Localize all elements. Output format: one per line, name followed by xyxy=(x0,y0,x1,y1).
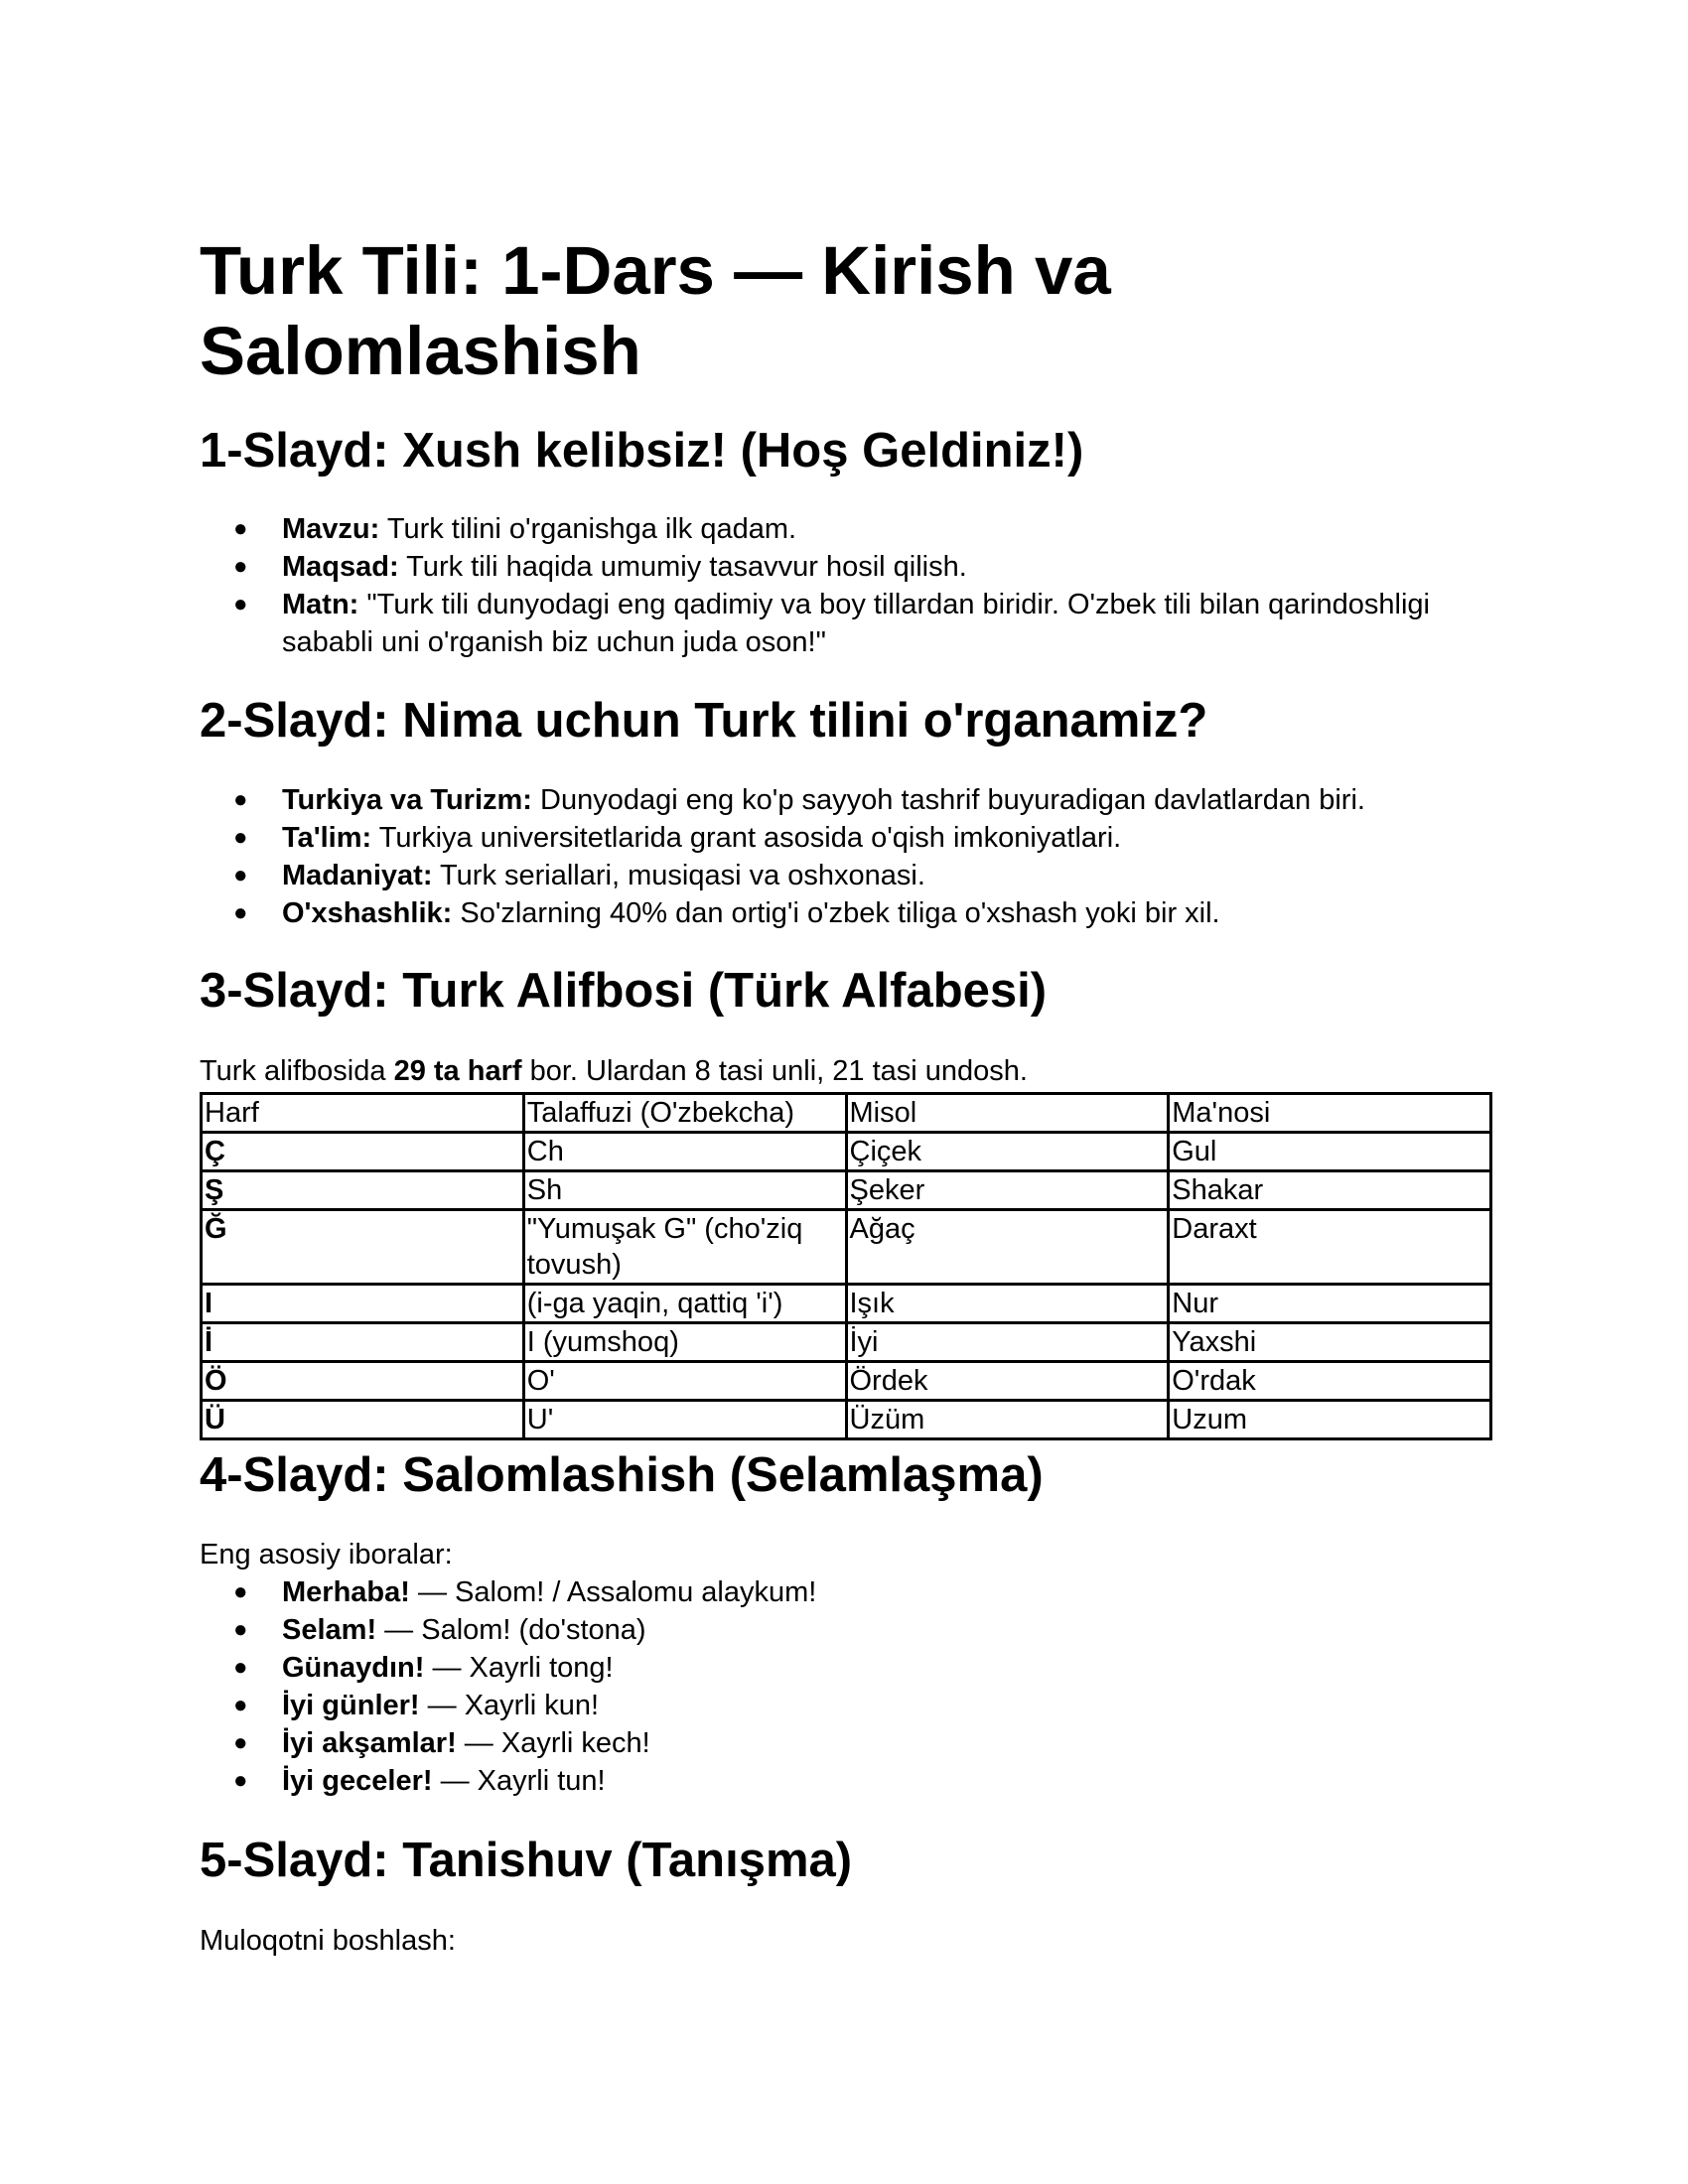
list-item xyxy=(200,1611,1434,1649)
bullet-icon: ● xyxy=(233,591,248,617)
item-text: — Xayrli tong! xyxy=(424,1652,614,1684)
list-item xyxy=(200,1573,1434,1611)
table-cell: (i-ga yaqin, qattiq 'i') xyxy=(523,1285,846,1323)
table-cell: U' xyxy=(523,1401,846,1439)
alphabet-intro xyxy=(200,1052,1028,1090)
item-text: — Xayrli kech! xyxy=(456,1727,650,1759)
column-header: Talaffuzi (O'zbekcha) xyxy=(523,1094,846,1133)
item-text: Turk tilini o'rganishga ilk qadam. xyxy=(379,513,797,545)
section-5-heading: 5-Slayd: Tanishuv (Tanışma) xyxy=(200,1834,853,1887)
bullet-icon: ● xyxy=(233,1616,248,1643)
table-cell: Ağaç xyxy=(846,1210,1169,1285)
table-row xyxy=(202,1171,1491,1210)
item-text: Turk tili haqida umumiy tasavvur hosil qilish. xyxy=(398,551,967,583)
item-text: "Turk tili dunyodagi eng qadimiy va boy tillardan biridir. O'zbek tili bilan qarindoshligi sababli uni o'rganish biz uchun juda oson!" xyxy=(282,589,1430,658)
section-4-intro: Eng asosiy iboralar: xyxy=(200,1539,453,1570)
section-2-heading: 2-Slayd: Nima uchun Turk tilini o'rganamiz? xyxy=(200,694,1208,748)
item-text: — Xayrli kun! xyxy=(419,1690,600,1721)
item-label: Günaydın! xyxy=(282,1652,425,1684)
table-cell: I xyxy=(202,1285,524,1323)
document-title: Turk Tili: 1-Dars — Kirish va Salomlashish xyxy=(200,232,1111,389)
item-label: Ta'lim: xyxy=(282,822,372,854)
table-row xyxy=(202,1362,1491,1401)
table-cell: Ördek xyxy=(846,1362,1169,1401)
item-text: Dunyodagi eng ko'p sayyoh tashrif buyuradigan davlatlardan biri. xyxy=(531,784,1365,816)
table-cell: Üzüm xyxy=(846,1401,1169,1439)
item-text: Turk seriallari, musiqasi va oshxonasi. xyxy=(432,860,925,891)
table-cell: İyi xyxy=(846,1323,1169,1362)
item-label: İyi geceler! xyxy=(282,1765,433,1797)
item-label: İyi akşamlar! xyxy=(282,1727,457,1759)
section-3-heading: 3-Slayd: Turk Alifbosi (Türk Alfabesi) xyxy=(200,964,1048,1018)
item-text: — Xayrli tun! xyxy=(432,1765,606,1797)
section-4-heading: 4-Slayd: Salomlashish (Selamlaşma) xyxy=(200,1448,1044,1502)
list-item xyxy=(200,857,1434,894)
table-cell: Çiçek xyxy=(846,1133,1169,1171)
list-item xyxy=(200,781,1434,819)
table-cell: Ö xyxy=(202,1362,524,1401)
section-1-list xyxy=(200,510,1434,661)
list-item xyxy=(200,1762,1434,1800)
intro-highlight: 29 ta harf xyxy=(393,1055,522,1087)
section-5-intro: Muloqotni boshlash: xyxy=(200,1925,456,1957)
item-label: Matn: xyxy=(282,589,359,620)
table-row xyxy=(202,1285,1491,1323)
section-1-heading: 1-Slayd: Xush kelibsiz! (Hoş Geldiniz!) xyxy=(200,424,1084,478)
table-cell: I (yumshoq) xyxy=(523,1323,846,1362)
table-row xyxy=(202,1210,1491,1285)
intro-text: Turk alifbosida xyxy=(200,1055,394,1087)
item-text: — Salom! / Assalomu alaykum! xyxy=(409,1576,817,1608)
table-cell: Sh xyxy=(523,1171,846,1210)
bullet-icon: ● xyxy=(233,786,248,813)
bullet-icon: ● xyxy=(233,899,248,926)
bullet-icon: ● xyxy=(233,553,248,580)
table-row xyxy=(202,1133,1491,1171)
item-label: Turkiya va Turizm: xyxy=(282,784,532,816)
bullet-icon: ● xyxy=(233,1578,248,1605)
table-cell: Ç xyxy=(202,1133,524,1171)
table-row xyxy=(202,1401,1491,1439)
item-text: So'zlarning 40% dan ortig'i o'zbek tiliga o'xshash yoki bir xil. xyxy=(452,897,1220,929)
list-item xyxy=(200,510,1434,548)
table-cell: O'rdak xyxy=(1169,1362,1491,1401)
item-label: Madaniyat: xyxy=(282,860,433,891)
item-label: Selam! xyxy=(282,1614,377,1646)
item-label: Mavzu: xyxy=(282,513,380,545)
table-cell: Daraxt xyxy=(1169,1210,1491,1285)
item-label: Maqsad: xyxy=(282,551,399,583)
table-cell: Uzum xyxy=(1169,1401,1491,1439)
list-item xyxy=(200,1649,1434,1687)
item-label: O'xshashlik: xyxy=(282,897,453,929)
table-cell: Ch xyxy=(523,1133,846,1171)
section-2-list xyxy=(200,781,1434,932)
section-4-list xyxy=(200,1573,1434,1800)
table-cell: Şeker xyxy=(846,1171,1169,1210)
bullet-icon: ● xyxy=(233,1729,248,1756)
list-item xyxy=(200,894,1434,932)
table-cell: Ü xyxy=(202,1401,524,1439)
table-row xyxy=(202,1323,1491,1362)
column-header: Harf xyxy=(202,1094,524,1133)
table-cell: Nur xyxy=(1169,1285,1491,1323)
list-item xyxy=(200,586,1434,661)
bullet-icon: ● xyxy=(233,1654,248,1681)
item-text: — Salom! (do'stona) xyxy=(376,1614,646,1646)
bullet-icon: ● xyxy=(233,1767,248,1794)
table-cell: O' xyxy=(523,1362,846,1401)
column-header: Misol xyxy=(846,1094,1169,1133)
table-cell: Gul xyxy=(1169,1133,1491,1171)
item-label: İyi günler! xyxy=(282,1690,420,1721)
table-cell: Yaxshi xyxy=(1169,1323,1491,1362)
table-header-row xyxy=(202,1094,1491,1133)
bullet-icon: ● xyxy=(233,862,248,888)
alphabet-table xyxy=(200,1092,1492,1440)
list-item xyxy=(200,1687,1434,1724)
table-cell: Ş xyxy=(202,1171,524,1210)
item-label: Merhaba! xyxy=(282,1576,410,1608)
table-cell: Ğ xyxy=(202,1210,524,1285)
list-item xyxy=(200,548,1434,586)
bullet-icon: ● xyxy=(233,515,248,542)
table-cell: Shakar xyxy=(1169,1171,1491,1210)
table-cell: İ xyxy=(202,1323,524,1362)
bullet-icon: ● xyxy=(233,824,248,851)
column-header: Ma'nosi xyxy=(1169,1094,1491,1133)
table-cell: "Yumuşak G" (cho'ziq tovush) xyxy=(523,1210,846,1285)
bullet-icon: ● xyxy=(233,1692,248,1718)
item-text: Turkiya universitetlarida grant asosida o'qish imkoniyatlari. xyxy=(371,822,1122,854)
table-cell: Işık xyxy=(846,1285,1169,1323)
list-item xyxy=(200,1724,1434,1762)
list-item xyxy=(200,819,1434,857)
intro-text-rest: bor. Ulardan 8 tasi unli, 21 tasi undosh. xyxy=(521,1055,1028,1087)
